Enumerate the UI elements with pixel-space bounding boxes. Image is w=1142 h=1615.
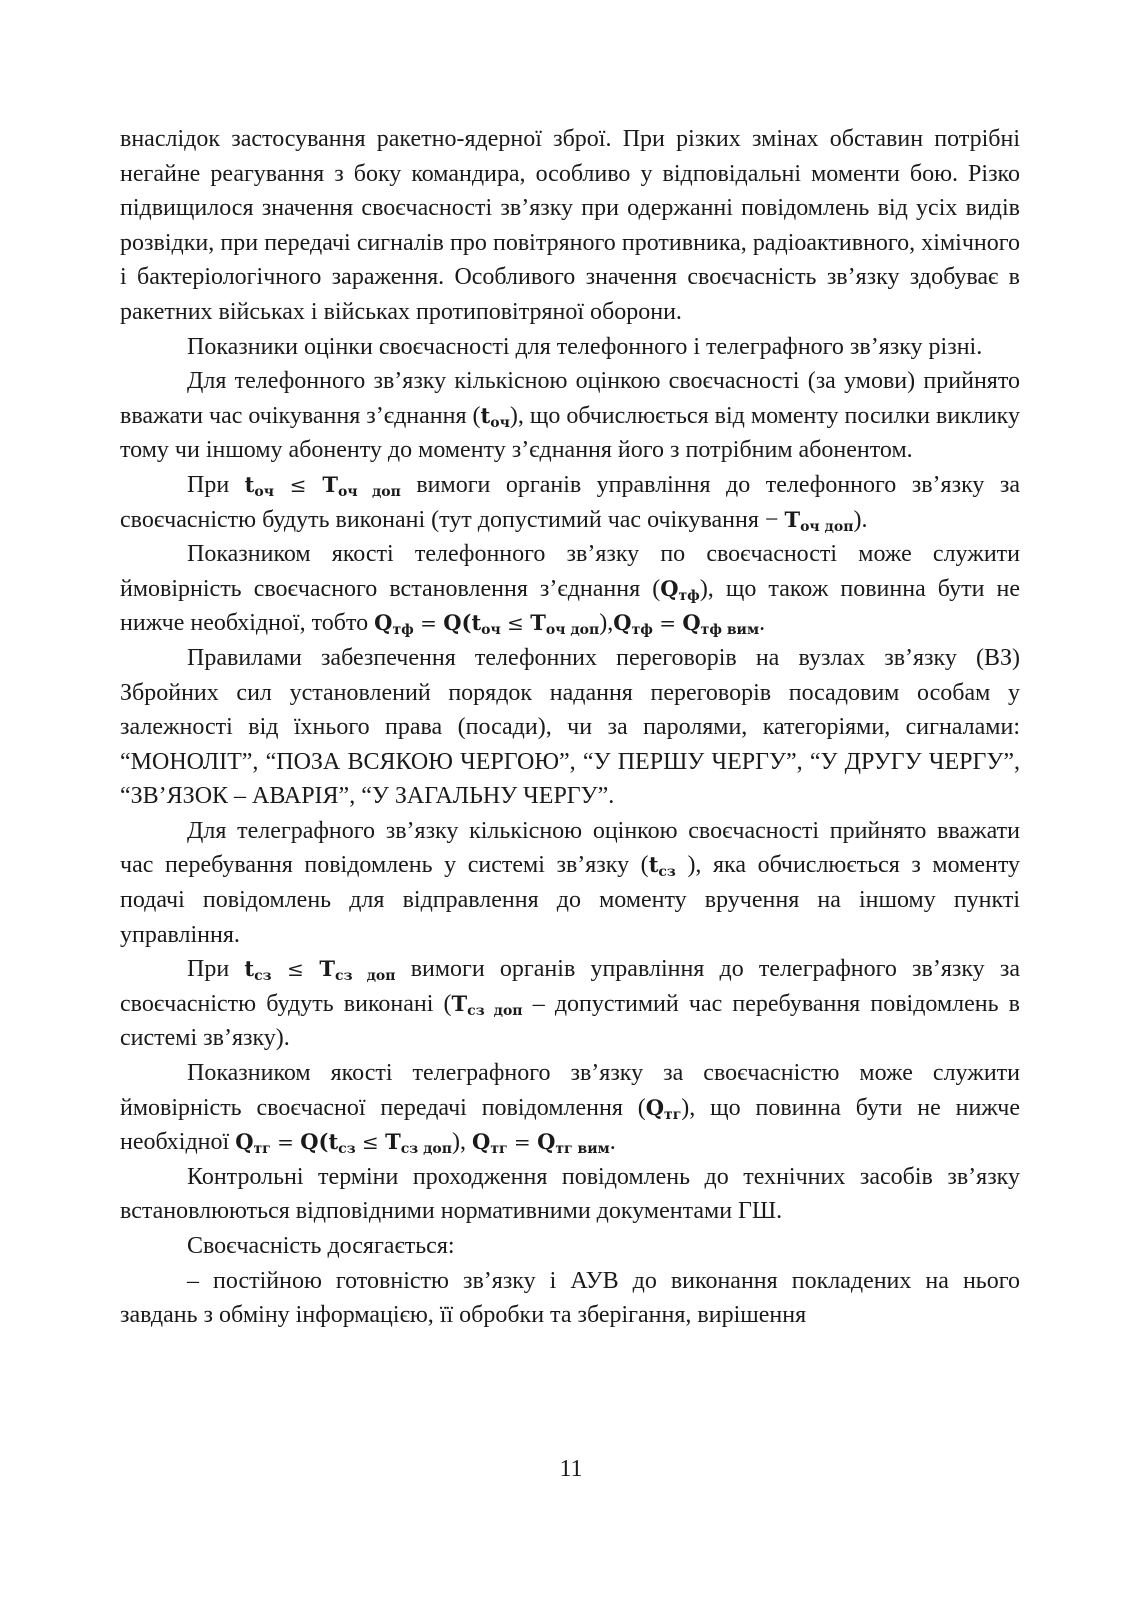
paragraph-p7 <box>120 814 1020 952</box>
math-operator: ≤ <box>273 472 323 497</box>
text-run: ), що обчислюється від моменту посилки виклику тому чи іншому абоненту до моменту з’єднання його з потрібним абонентом. <box>120 402 1020 464</box>
math-symbol-base: Q <box>660 575 679 601</box>
math-subscript: тг вим <box>555 1141 610 1158</box>
math-symbol-base: Q <box>235 1129 254 1155</box>
math-operator: = <box>652 611 683 636</box>
math-symbol <box>451 990 523 1019</box>
math-subscript: сз <box>254 968 272 985</box>
text-run: ). <box>853 506 868 533</box>
math-symbol <box>385 1129 453 1158</box>
math-symbol-base: Q(t <box>443 610 482 636</box>
text-run: ), що також повинна бути не нижче необхідної, тобто <box>120 575 1020 637</box>
math-subscript: тг <box>664 1106 682 1123</box>
math-symbol-base: T <box>385 1129 401 1155</box>
math-symbol <box>322 471 401 500</box>
text-run: Показником якості телефонного зв’язку по своєчасності може служити ймовірність своєчасного встановлення з’єднання ( <box>120 541 1020 602</box>
paragraph-p2 <box>120 330 1020 365</box>
text-run: ), що повинна бути не нижче необхідної <box>120 1094 1020 1156</box>
math-subscript: сз <box>658 864 676 881</box>
math-subscript: оч доп <box>545 622 600 639</box>
math-subscript: оч <box>490 414 510 431</box>
math-symbol-base: T <box>530 610 546 636</box>
math-symbol-base: Q <box>374 610 393 636</box>
text-run: Правилами забезпечення телефонних переговорів на вузлах зв’язку (ВЗ) Збройних сил установлений порядок надання переговорів посадовим особам у залежності від їхнього права (посади), чи за паролями, категоріями, сигналами: “МОНОЛІТ”, “ПОЗА ВСЯКОЮ ЧЕРГОЮ”, “У ПЕРШУ ЧЕРГУ”, “У ДРУГУ ЧЕРГУ”, “ЗВ’ЯЗОК – АВАРІЯ”, “У ЗАГАЛЬНУ ЧЕРГУ”. <box>120 644 1020 810</box>
paragraph-p10 <box>120 1160 1020 1229</box>
math-subscript: тг <box>490 1141 508 1158</box>
text-run: ), <box>599 610 614 637</box>
math-operator: = <box>270 1130 301 1155</box>
math-symbol-base: T <box>319 956 336 982</box>
math-subscript: сз доп <box>467 1002 523 1019</box>
math-symbol-base: Q <box>537 1129 556 1155</box>
math-subscript: тг <box>253 1141 271 1158</box>
text-run: Показником якості телеграфного зв’язку за своєчасністю може служити ймовірність своєчасної передачі повідомлення ( <box>120 1060 1020 1121</box>
text-run: . <box>609 1129 616 1156</box>
math-operator: ≤ <box>271 957 320 982</box>
paragraph-p1 <box>120 122 1020 330</box>
math-symbol-base: Q <box>645 1094 665 1120</box>
text-run: внаслідок застосування ракетно-ядерної зброї. При різких змінах обставин потрібні негайне реагування з боку командира, особливо у відповідальні моменти бою. Різко підвищилося значення своєчасності зв’язку при одержанні повідомлень від усіх видів розвідки, при передачі сигналів про повітряного противника, радіоактивного, хімічного і бактеріологічного зараження. Особливого значення своєчасність зв’язку здобуває в ракетних військах і військах протиповітряної оборони. <box>120 126 1020 325</box>
math-symbol <box>235 1129 271 1158</box>
math-symbol <box>319 956 396 985</box>
text-run: ), <box>452 1129 473 1156</box>
math-symbol <box>244 471 274 500</box>
math-subscript: оч доп <box>338 483 401 500</box>
text-run: Своєчасність досягається: <box>187 1233 455 1259</box>
math-subscript: тф <box>678 587 700 604</box>
math-operator: ≤ <box>500 611 531 636</box>
math-subscript: оч доп <box>800 518 854 535</box>
paragraph-p6 <box>120 641 1020 814</box>
math-symbol <box>613 610 653 639</box>
math-symbol <box>530 610 600 639</box>
math-subscript: оч <box>481 622 501 639</box>
math-symbol-base: t <box>244 956 255 982</box>
math-symbol <box>648 852 676 881</box>
math-symbol-base: t <box>648 852 659 878</box>
math-symbol <box>374 610 414 639</box>
math-symbol <box>537 1129 610 1158</box>
math-symbol-base: Q <box>472 1129 491 1155</box>
math-symbol-base: t <box>480 402 491 428</box>
math-operator: = <box>413 611 444 636</box>
math-symbol-base: T <box>784 506 801 532</box>
math-subscript: тф <box>392 622 414 639</box>
paragraph-p11 <box>120 1229 1020 1264</box>
text-run: . <box>759 610 766 637</box>
text-run: При <box>187 956 245 983</box>
text-run: Для телефонного зв’язку кількісною оцінкою своєчасності (за умови) прийнято вважати час очікування з’єднання ( <box>120 368 1020 429</box>
paragraph-p5 <box>120 537 1020 641</box>
text-run: Контрольні терміни проходження повідомлень до технічних засобів зв’язку встановлюються відповідними нормативними документами ГШ. <box>120 1163 1020 1225</box>
paragraph-p8 <box>120 952 1020 1056</box>
page-number: 11 <box>559 1456 583 1482</box>
math-symbol <box>300 1129 356 1158</box>
text-run: Для телеграфного зв’язку кількісною оцінкою своєчасності прийнято вважати час перебування повідомлень у системі зв’язку ( <box>120 817 1020 879</box>
math-symbol-base: T <box>322 471 339 497</box>
math-symbol <box>480 402 510 431</box>
math-operator: = <box>507 1130 538 1155</box>
math-subscript: тф вим <box>700 622 760 639</box>
math-symbol <box>472 1129 508 1158</box>
paragraph-p12 <box>120 1264 1020 1333</box>
math-symbol-base: T <box>451 990 468 1016</box>
math-symbol <box>443 610 501 639</box>
math-subscript: сз доп <box>335 968 396 985</box>
math-symbol <box>784 506 854 535</box>
math-symbol-base: Q <box>613 610 632 636</box>
math-subscript: оч <box>254 483 274 500</box>
text-run: вимоги органів управління до телефонного зв’язку за своєчасністю будуть виконані (тут допустимий час очікування − <box>120 471 1020 533</box>
math-symbol-base: Q <box>682 610 701 636</box>
text-run: вимоги органів управління до телеграфного зв’язку за своєчасністю будуть виконані ( <box>120 956 1021 1017</box>
math-symbol-base: t <box>244 471 255 497</box>
text-run: При <box>187 471 245 498</box>
math-subscript: сз доп <box>400 1141 453 1158</box>
math-subscript: тф <box>631 622 653 639</box>
paragraph-p4 <box>120 468 1020 537</box>
paragraph-p3 <box>120 364 1020 468</box>
math-operator: ≤ <box>355 1130 386 1155</box>
math-symbol-base: Q(t <box>300 1129 339 1155</box>
text-run: – постійною готовністю зв’язку і АУВ до виконання покладених на нього завдань з обміну інформацією, її обробки та зберігання, вирішення <box>120 1267 1020 1329</box>
math-symbol <box>244 956 272 985</box>
text-run: Показники оцінки своєчасності для телефонного і телеграфного зв’язку різні. <box>187 333 983 360</box>
text-run: – допустимий час перебування повідомлень в системі зв’язку). <box>120 990 1021 1052</box>
math-symbol <box>645 1094 682 1123</box>
math-symbol <box>682 610 760 639</box>
body-text <box>120 122 1020 1333</box>
math-subscript: сз <box>338 1141 356 1158</box>
paragraph-p9 <box>120 1056 1020 1160</box>
math-symbol <box>660 575 700 604</box>
text-run: ), яка обчислюється з моменту подачі повідомлень для відправлення до моменту вручення на іншому пункті управління. <box>120 852 1020 948</box>
